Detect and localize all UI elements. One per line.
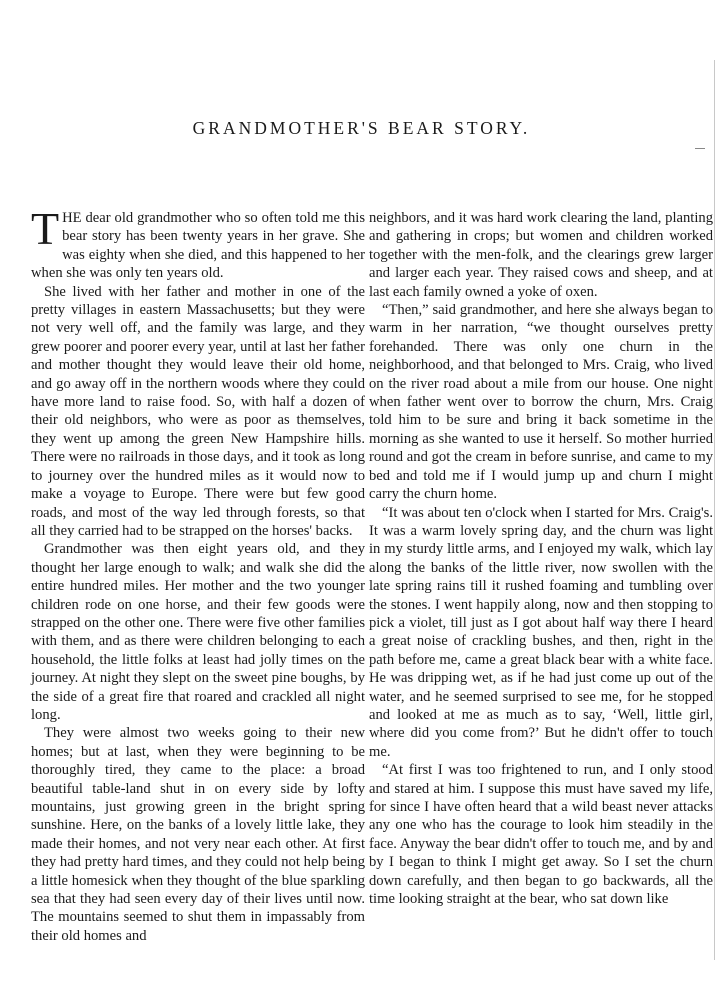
paragraph-3: Grandmother was then eight years old, and they thought her large enough to walk; and walk she did the entire hundred miles. Her mother and the two younger children rode on one horse, and their few goods were strapped on the other one. There were five other families with them, and as there were children belonging to each household, the little folks at least had jolly times on the journey. At night they slept on the sweet pine boughs, by the side of a great fire that roared and crackled all night long. <box>31 541 365 723</box>
drop-cap: T <box>31 203 60 254</box>
paragraph-2: She lived with her father and mother in one of the pretty villages in eastern Massachusetts; but they were not very well off, and the family was large, and they grew poorer and poorer every year, until at last her father and mother thought they would leave their old home, and go away off in the northern woods where they could have more land to raise food. So, with half a dozen of their old neighbors, who were as poor as themselves, they went up among the green New Hampshire hills. There were no railroads in those days, and it took as long to journey over the hundred miles as it would now to make a voyage to Europe. There were but few good roads, and most of the way led through forests, so that all they carried had to be strapped on the horses' backs. <box>31 283 365 539</box>
paragraph-7: “It was about ten o'clock when I started for Mrs. Craig's. It was a warm lovely spring day, and the churn was light in my sturdy little arms, and I enjoyed my walk, which lay along the banks of the little river, now swollen with the late spring rains till it rushed foaming and tumbling over the stones. I went happily along, now and then stopping to pick a violet, till just as I got about half way there I heard a great noise of crackling bushes, and then, right in the path before me, came a great black bear with a white face. He was dripping wet, as if he had just come up out of the water, and he seemed surprised to see me, for he stopped and looked at me as much as to say, ‘Well, little girl, where did you come from?’ But he didn't offer to touch me. <box>369 504 713 760</box>
paragraph-8: “At first I was too frightened to run, and I only stood and stared at him. I suppose this must have saved my life, for since I have often heard that a wild beast never attacks any one who has the courage to look him steadily in the face. Anyway the bear didn't offer to touch me, and by and by I began to think I might get away. So I set the churn down carefully, and then began to go backwards, all the time looking straight at the bear, who sat down like <box>369 762 713 908</box>
margin-mark <box>695 148 705 149</box>
right-column <box>369 209 713 908</box>
paragraph-6: “Then,” said grandmother, and here she always began to warm in her narration, “we thought ourselves pretty forehanded. There was only one churn in the neighborhood, and that belonged to Mrs. Craig, who lived on the river road about a mile from our house. One night when father went over to borrow the churn, Mrs. Craig told him to be sure and bring it back sometime in the morning as she wanted to use it herself. So mother hurried round and got the cream in before sunrise, and came to my bed and told me if I would jump up and churn I might carry the churn home. <box>369 302 713 503</box>
paragraph-5: neighbors, and it was hard work clearing the land, planting and gathering in crops; but women and children worked together with the men-folk, and the clearings grew larger and larger each year. They raised cows and sheep, and at last each family owned a yoke of oxen. <box>369 210 713 300</box>
page-edge-rule <box>714 60 715 960</box>
paragraph-4: They were almost two weeks going to their new homes; but at last, when they were beginning to be thoroughly tired, they came to the place: a broad beautiful table-land shut in on every side by lofty mountains, just growing green in the bright spring sunshine. Here, on the banks of a lovely little lake, they made their homes, and not very near each other. At first they had pretty hard times, and they could not help being a little homesick when they thought of the blue sparkling sea that they had seen every day of their lives until now. The mountains seemed to shut them in impassably from their old homes and <box>31 725 365 944</box>
paragraph-1 <box>31 203 365 283</box>
paragraph-1-text: HE dear old grandmother who so often told me this bear story has been twenty years in her grave. She was eighty when she died, and this happened to her when she was only ten years old. <box>31 210 365 282</box>
left-column <box>31 203 365 945</box>
story-title: GRANDMOTHER'S BEAR STORY. <box>192 118 531 138</box>
